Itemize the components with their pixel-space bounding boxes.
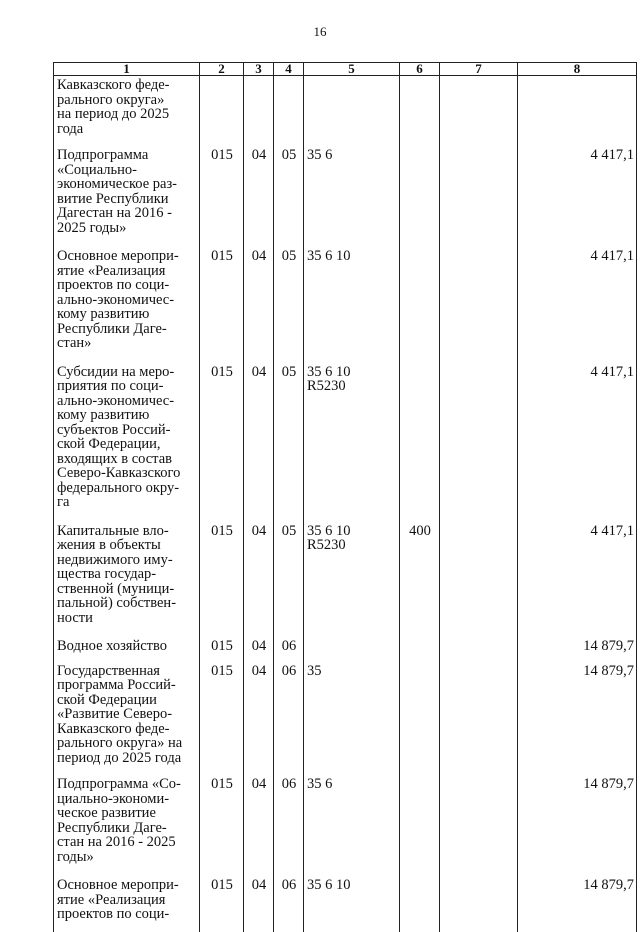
table-row (54, 249, 637, 365)
table-row (54, 76, 637, 149)
row-grbs-cell: 015 (211, 363, 233, 380)
row-subsection-cell: 05 (281, 147, 297, 163)
row-target-article-cell: 35 6 10 R5230 (307, 363, 351, 394)
row-name-cell: Капитальные вло- жения в объекты недвижимого иму- щества государ- ственной (муници- пальной) собствен- ности (57, 522, 177, 626)
column-header-subsection: 4 (274, 63, 304, 76)
row-section-cell: 04 (251, 877, 267, 893)
row-section-cell: 04 (251, 638, 267, 654)
header-row (54, 63, 637, 76)
row-grbs-cell: 015 (211, 638, 233, 654)
column-header-amount: 8 (518, 63, 637, 76)
row-subsection-cell: 06 (281, 662, 297, 679)
column-header-col7: 7 (440, 63, 518, 76)
row-amount-cell: 14 879,7 (583, 662, 634, 679)
row-name-cell: Подпрограмма «Со- циально-экономи- ческое развитие Республики Даге- стан на 2016 - 2025 годы» (57, 776, 181, 865)
row-amount-cell: 14 879,7 (583, 776, 634, 792)
row-grbs-cell: 015 (211, 877, 233, 893)
column-header-target-article: 5 (304, 63, 400, 76)
row-subsection-cell: 05 (281, 522, 297, 539)
row-section-cell: 04 (251, 522, 267, 539)
table-row (54, 365, 637, 524)
row-grbs-cell: 015 (211, 776, 233, 792)
row-subsection-cell: 06 (281, 877, 297, 893)
row-name-cell: Кавказского феде- рального округа» на период до 2025 года (57, 77, 170, 137)
row-name-cell: Основное меропри- ятие «Реализация проектов по соци- (57, 877, 179, 922)
row-amount-cell: 4 417,1 (590, 363, 634, 380)
row-grbs-cell: 015 (211, 147, 233, 163)
row-expense-type-cell: 400 (409, 522, 431, 539)
row-amount-cell: 14 879,7 (583, 638, 634, 654)
row-target-article-cell: 35 (307, 662, 322, 679)
row-section-cell: 04 (251, 248, 267, 264)
row-amount-cell: 14 879,7 (583, 877, 634, 893)
row-section-cell: 04 (251, 662, 267, 679)
row-subsection-cell: 06 (281, 638, 297, 654)
column-header-grbs: 2 (200, 63, 244, 76)
column-header-section: 3 (244, 63, 274, 76)
row-subsection-cell: 06 (281, 776, 297, 792)
row-subsection-cell: 05 (281, 363, 297, 380)
column-header-name: 1 (54, 63, 200, 76)
table-row (54, 524, 637, 640)
row-target-article-cell: 35 6 10 (307, 877, 351, 893)
budget-table (53, 62, 637, 932)
row-amount-cell: 4 417,1 (590, 147, 634, 163)
row-target-article-cell: 35 6 (307, 776, 333, 792)
row-section-cell: 04 (251, 363, 267, 380)
row-target-article-cell: 35 6 10 R5230 (307, 522, 351, 553)
row-grbs-cell: 015 (211, 662, 233, 679)
column-header-expense-type: 6 (400, 63, 440, 76)
row-subsection-cell: 05 (281, 248, 297, 264)
row-name-cell: Водное хозяйство (57, 638, 168, 654)
row-grbs-cell: 015 (211, 522, 233, 539)
row-target-article-cell: 35 6 (307, 147, 333, 163)
row-name-cell: Основное меропри- ятие «Реализация проектов по соци- ально-экономичес- кому развитию Республики Даге- стан» (57, 248, 179, 351)
table-row (54, 639, 637, 664)
row-name-cell: Субсидии на меро- приятия по соци- ально-экономичес- кому развитию субъектов Россий- ской Федерации, входящих в состав Северо-Кавказского федерального окру- га (57, 363, 181, 510)
row-section-cell: 04 (251, 147, 267, 163)
page-number: 16 (313, 24, 327, 39)
row-name-cell: Государственная программа Россий- ской Федерации «Развитие Северо- Кавказского феде- рального округа» на период до 2025 года (57, 662, 183, 766)
row-target-article-cell: 35 6 10 (307, 248, 351, 264)
table-body (54, 76, 637, 932)
row-amount-cell: 4 417,1 (590, 248, 634, 264)
row-grbs-cell: 015 (211, 248, 233, 264)
table-row (54, 148, 637, 249)
row-name-cell: Подпрограмма «Социально- экономическое раз- витие Республики Дагестан на 2016 - 2025 годы» (57, 147, 178, 236)
row-amount-cell: 4 417,1 (590, 522, 634, 539)
table-row (54, 664, 637, 778)
table-row (54, 777, 637, 878)
row-section-cell: 04 (251, 776, 267, 792)
